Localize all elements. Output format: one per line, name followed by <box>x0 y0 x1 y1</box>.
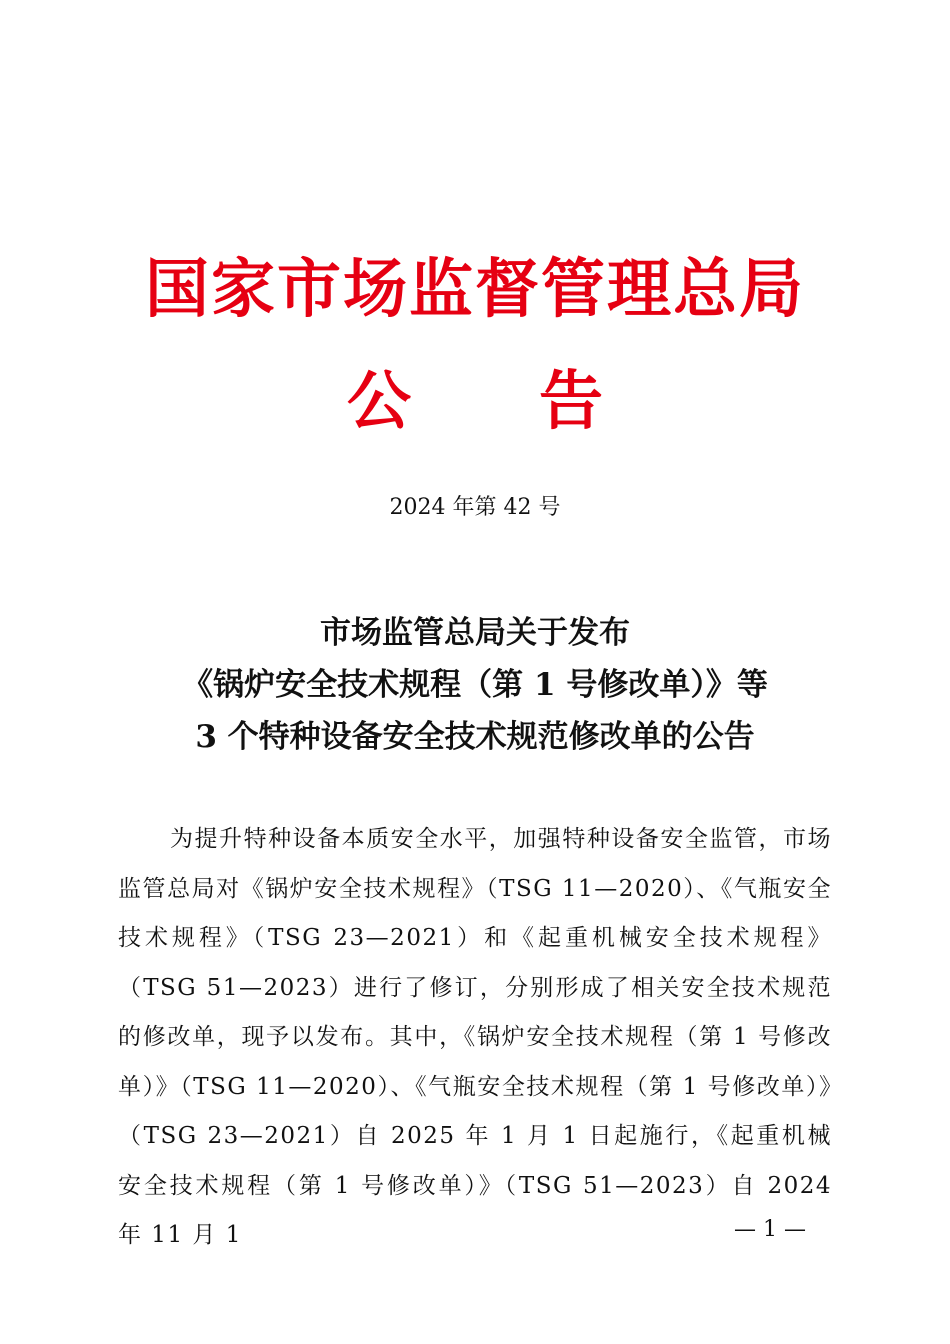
body-paragraph <box>118 815 832 1261</box>
doc-type-char-left: 公 <box>347 364 411 439</box>
page-number: — 1 — <box>734 1217 806 1242</box>
document-type-heading <box>0 362 950 442</box>
announcement-title <box>60 607 890 763</box>
title-line-3: 3 个特种设备安全技术规范修改单的公告 <box>195 719 755 755</box>
body-paragraph-text: 为提升特种设备本质安全水平，加强特种设备安全监管，市场监管总局对《锅炉安全技术规程》（TSG 11—2020）、《气瓶安全技术规程》（TSG 23—2021）和《起重机械安全技术规程》（TSG 51—2023）进行了修订，分别形成了相关安全技术规范的修改单，现予以发布。其中，《锅炉安全技术规程（第 1 号修改单）》（TSG 11—2020）、《气瓶安全技术规程（第 1 号修改单）》（TSG 23—2021）自 2025 年 1 月 1 日起施行，《起重机械安全技术规程（第 1 号修改单）》（TSG 51—2023）自 2024 年 11 月 1 <box>118 826 832 1248</box>
doc-type-char-right: 告 <box>539 364 603 439</box>
issuing-agency-header: 国家市场监督管理总局 <box>145 252 805 327</box>
document-number: 2024 年第 42 号 <box>389 495 561 520</box>
title-line-1: 市场监管总局关于发布 <box>320 615 630 651</box>
title-line-2: 《锅炉安全技术规程（第 1 号修改单）》等 <box>182 667 768 703</box>
